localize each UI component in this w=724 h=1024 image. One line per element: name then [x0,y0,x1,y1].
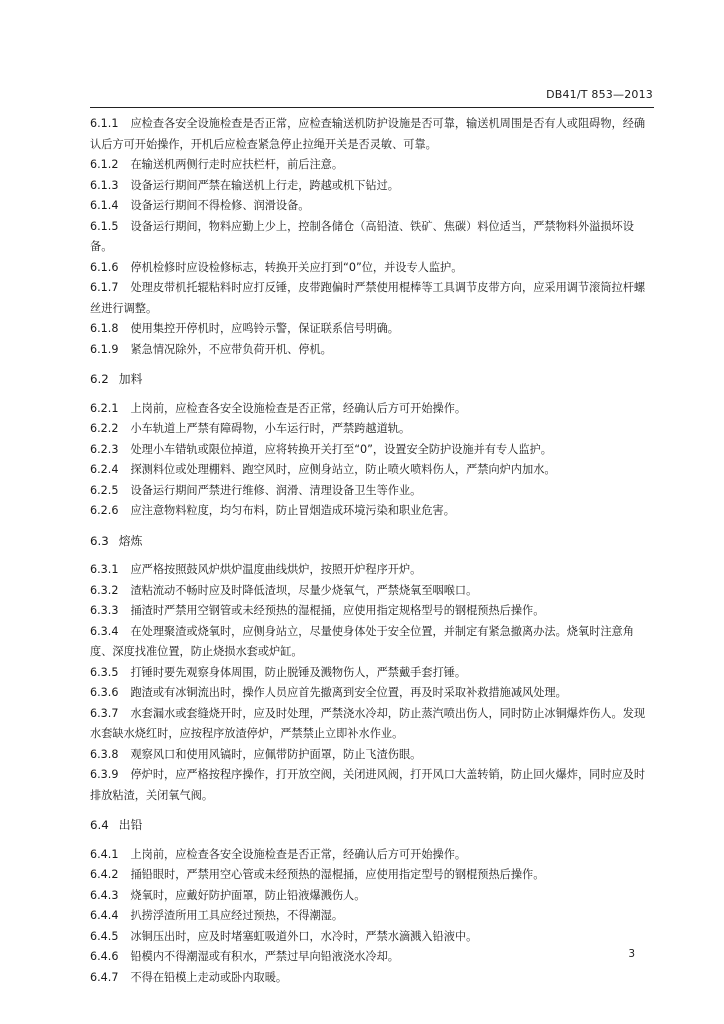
clause-number: 6.3.7 [90,706,119,720]
clause [90,927,656,948]
clause [90,501,656,522]
section-number: 6.2 [90,372,109,386]
clause-text: 小车轨道上严禁有障碍物，小车运行时，严禁跨越道轨。 [130,422,411,435]
clause [90,319,656,340]
clause-text: 上岗前，应检查各安全设施检查是否正常，经确认后方可开始操作。 [130,847,467,861]
clause-number: 6.2.3 [90,442,119,456]
section-title: 加料 [118,372,143,386]
clause [90,460,656,481]
clause-number: 6.2.6 [90,504,119,517]
clause-number: 6.4.2 [90,868,119,881]
document-body [90,114,656,988]
section-heading [90,531,656,552]
clause-text: 跑渣或有冰铜流出时，操作人员应首先撤离到安全位置，再及时采取补救措施减风处理。 [130,686,567,699]
clause-text: 不得在铅模上走动或卧内取暖。 [130,970,288,984]
clause [90,886,656,907]
clause-number: 6.3.5 [90,665,119,679]
clause-text: 处理皮带机托辊粘料时应打反锤，皮带跑偏时严禁使用棍棒等工具调节皮带方向，应采用调节滚筒拉杆螺丝进行调整。 [90,281,646,315]
section-title: 熔炼 [118,533,143,548]
clause-text: 处理小车错轨或限位掉道，应将转换开关打至“0”，设置安全防护设施并有专人监护。 [130,442,552,456]
clause-number: 6.4.6 [90,950,119,963]
clause-number: 6.1.4 [90,199,119,212]
clause-text: 应严格按照鼓风炉烘炉温度曲线烘炉，按照开炉程序开炉。 [130,563,422,576]
section [90,369,656,522]
section [90,531,656,807]
document-code: DB41/T 853—2013 [546,88,653,101]
clause-number: 6.1.5 [90,219,119,233]
clause [90,765,656,806]
clause-text: 冰铜压出时，应及时堵塞虹吸道外口，水冷时，严禁水滴溅入铅液中。 [130,929,478,943]
clause-group [90,114,656,360]
clause-number: 6.1.3 [90,178,119,192]
clause [90,947,656,968]
clause-text: 探测料位或处理棚料、跑空风时，应侧身站立，防止喷火喷料伤人，严禁向炉内加水。 [130,463,556,476]
page-number: 3 [628,948,635,960]
clause-number: 6.4.1 [90,847,119,861]
clause-text: 烧氧时，应戴好防护面罩，防止铅液爆溅伤人。 [130,888,366,902]
clause-text: 渣粘流动不畅时应及时降低渣坝，尽量少烧氧气，严禁烧氧至咽喉口。 [130,583,478,597]
clause-number: 6.4.5 [90,929,119,943]
section [90,815,656,988]
clause-text: 打锤时要先观察身体周围，防止脱锤及溅物伤人，严禁戴手套打锤。 [130,665,467,679]
clause-number: 6.3.2 [90,583,119,597]
clause-text: 应检查各安全设施检查是否正常，应检查输送机防护设施是否可靠，输送机周围是否有人或阻碍物，经确认后方可开始操作，开机后应检查紧急停止拉绳开关是否灵敏、可靠。 [90,117,646,151]
clause [90,114,656,155]
section-heading [90,369,656,390]
clause-number: 6.3.1 [90,563,119,576]
clause-number: 6.4.7 [90,970,119,984]
clause-text: 设备运行期间严禁在输送机上行走，跨越或机下钻过。 [130,178,399,192]
section-number: 6.3 [90,533,109,548]
section-number: 6.4 [90,818,109,832]
clause [90,217,656,258]
clause [90,663,656,684]
clause [90,399,656,420]
clause [90,560,656,581]
clause [90,865,656,886]
clause [90,745,656,766]
clause-number: 6.1.2 [90,158,119,171]
clause-number: 6.2.2 [90,422,119,435]
clause-number: 6.4.4 [90,909,119,922]
clause-text: 捅铅眼时，严禁用空心管或未经预热的湿棍捅，应使用指定型号的钢棍预热后操作。 [130,868,545,881]
clause-number: 6.2.4 [90,463,119,476]
clause-text: 停炉时，应严格按程序操作，打开放空阀，关闭进风阀，打开风口大盖转销，防止回火爆炸，同时应及时排放粘渣，关闭氧气阀。 [90,768,646,802]
clause [90,906,656,927]
clause [90,176,656,197]
clause-number: 6.4.3 [90,888,119,902]
clause-text: 扒捞浮渣所用工具应经过预热，不得潮湿。 [130,909,344,922]
clause [90,704,656,745]
header-divider [90,107,654,108]
clause [90,340,656,361]
clause [90,683,656,704]
clause-number: 6.1.1 [90,117,119,130]
clause [90,196,656,217]
clause-text: 捅渣时严禁用空钢管或未经预热的湿棍捅，应使用指定规格型号的钢棍预热后操作。 [130,604,545,617]
clause-number: 6.3.6 [90,686,119,699]
clause-text: 设备运行期间，物料应勤上少上，控制各储仓（高铅渣、铁矿、焦碳）料位适当，严禁物料外溢损坏设备。 [90,219,634,253]
clause-text: 应注意物料粒度，均匀布料，防止冒烟造成环境污染和职业危害。 [130,504,455,517]
clause-number: 6.2.5 [90,483,119,497]
section-title: 出铅 [118,818,143,832]
clause-text: 上岗前，应检查各安全设施检查是否正常，经确认后方可开始操作。 [130,401,467,415]
clause [90,601,656,622]
clause [90,622,656,663]
clause-number: 6.3.3 [90,604,119,617]
clause [90,258,656,279]
clause-text: 在处理聚渣或烧氧时，应侧身站立，尽量使身体处于安全位置，并制定有紧急撤离办法。烧氧时注意角度、深度找准位置，防止烧损水套或炉缸。 [90,624,634,658]
clause-text: 观察风口和使用风镐时，应佩带防护面罩，防止飞渣伤眼。 [130,747,422,761]
clause-number: 6.3.9 [90,768,119,781]
clause [90,581,656,602]
clause [90,155,656,176]
clause-number: 6.3.4 [90,624,119,638]
clause [90,278,656,319]
clause-number: 6.1.9 [90,342,119,356]
clause [90,419,656,440]
clause [90,481,656,502]
clause-text: 设备运行期间不得检修、润滑设备。 [130,199,310,212]
clause-number: 6.1.6 [90,260,119,274]
clause-text: 停机检修时应设检修标志，转换开关应打到“0”位，并设专人监护。 [130,260,463,274]
clause [90,968,656,989]
clause [90,440,656,461]
clause-text: 紧急情况除外，不应带负荷开机、停机。 [130,342,332,356]
clause-number: 6.3.8 [90,747,119,761]
clause-number: 6.1.7 [90,281,119,294]
clause-text: 铅模内不得潮湿或有积水，严禁过早向铅液浇水冷却。 [130,950,399,963]
clause-text: 在输送机两侧行走时应扶栏杆，前后注意。 [130,158,344,171]
clause-text: 水套漏水或套缝烧开时，应及时处理，严禁浇水冷却，防止蒸汽喷出伤人，同时防止冰铜爆炸伤人。发现水套缺水烧红时，应按程序放渣停炉，严禁禁止立即补水作业。 [90,706,646,740]
clause-number: 6.2.1 [90,401,119,415]
clause-number: 6.1.8 [90,322,119,335]
clause-text: 设备运行期间严禁进行维修、润滑、清理设备卫生等作业。 [130,483,422,497]
clause [90,845,656,866]
section-heading [90,815,656,836]
clause-text: 使用集控开停机时，应鸣铃示警，保证联系信号明确。 [130,322,399,335]
